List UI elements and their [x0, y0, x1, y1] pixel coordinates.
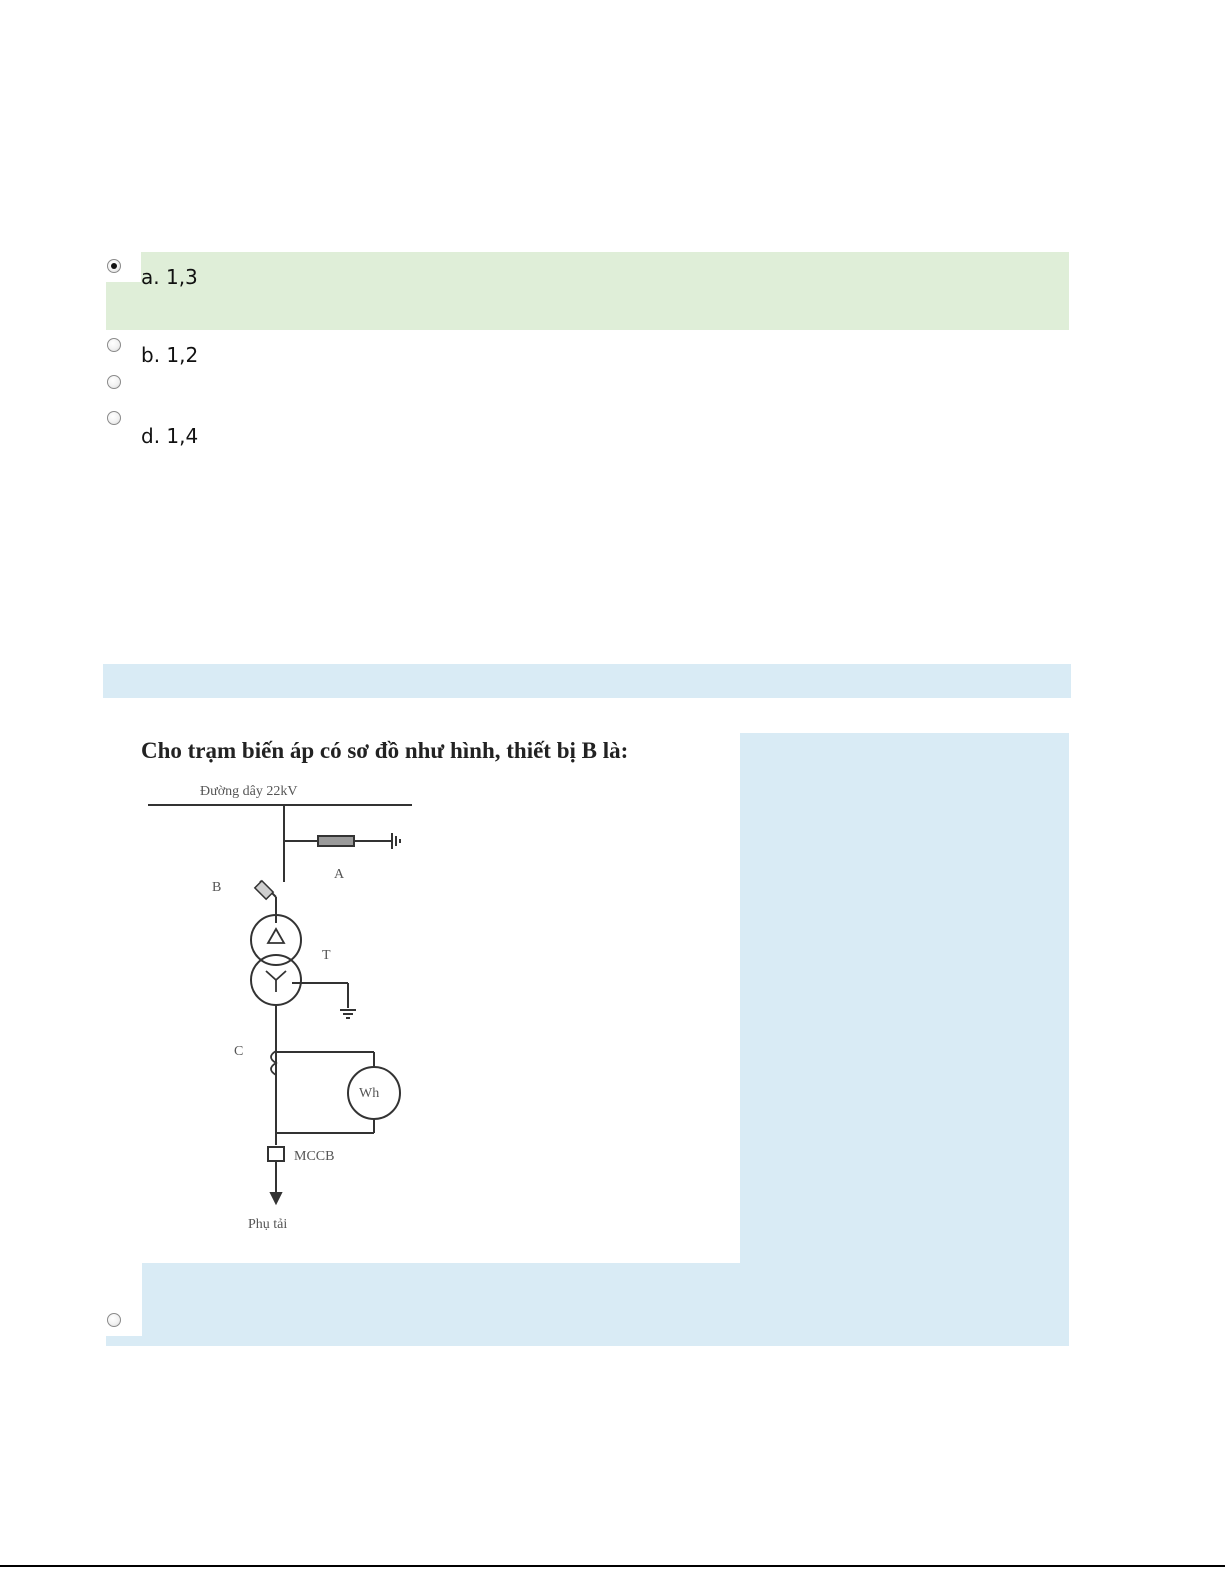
option-a-label[interactable]: a. 1,3 [141, 265, 198, 289]
question-title: Cho trạm biến áp có sơ đồ như hình, thiết bị B là: [141, 738, 629, 763]
option-d-radio[interactable] [107, 411, 121, 425]
label-MCCB: MCCB [294, 1149, 335, 1164]
arrester-A [318, 836, 354, 846]
option-a-radio[interactable] [107, 259, 121, 273]
option-c-radio[interactable] [107, 375, 121, 389]
option-d-label[interactable]: d. 1,4 [141, 424, 199, 448]
label-T: T [322, 948, 331, 963]
page-bottom-rule [0, 1565, 1225, 1567]
substation-diagram [142, 775, 740, 1263]
label-load: Phụ tải [248, 1217, 288, 1232]
fuse-B-body [255, 881, 273, 899]
label-C: C [234, 1044, 244, 1059]
label-line: Đường dây 22kV [200, 784, 298, 799]
question-header-bar [103, 664, 1071, 698]
option-b-radio[interactable] [107, 338, 121, 352]
label-Wh: Wh [359, 1086, 380, 1101]
label-A: A [334, 867, 345, 882]
mccb [268, 1147, 284, 1161]
question-body-left-margin [106, 733, 142, 1336]
option-b-label[interactable]: b. 1,2 [141, 343, 199, 367]
label-B: B [212, 880, 222, 895]
question-option-radio[interactable] [107, 1313, 121, 1327]
selected-answer-highlight [106, 252, 1069, 330]
